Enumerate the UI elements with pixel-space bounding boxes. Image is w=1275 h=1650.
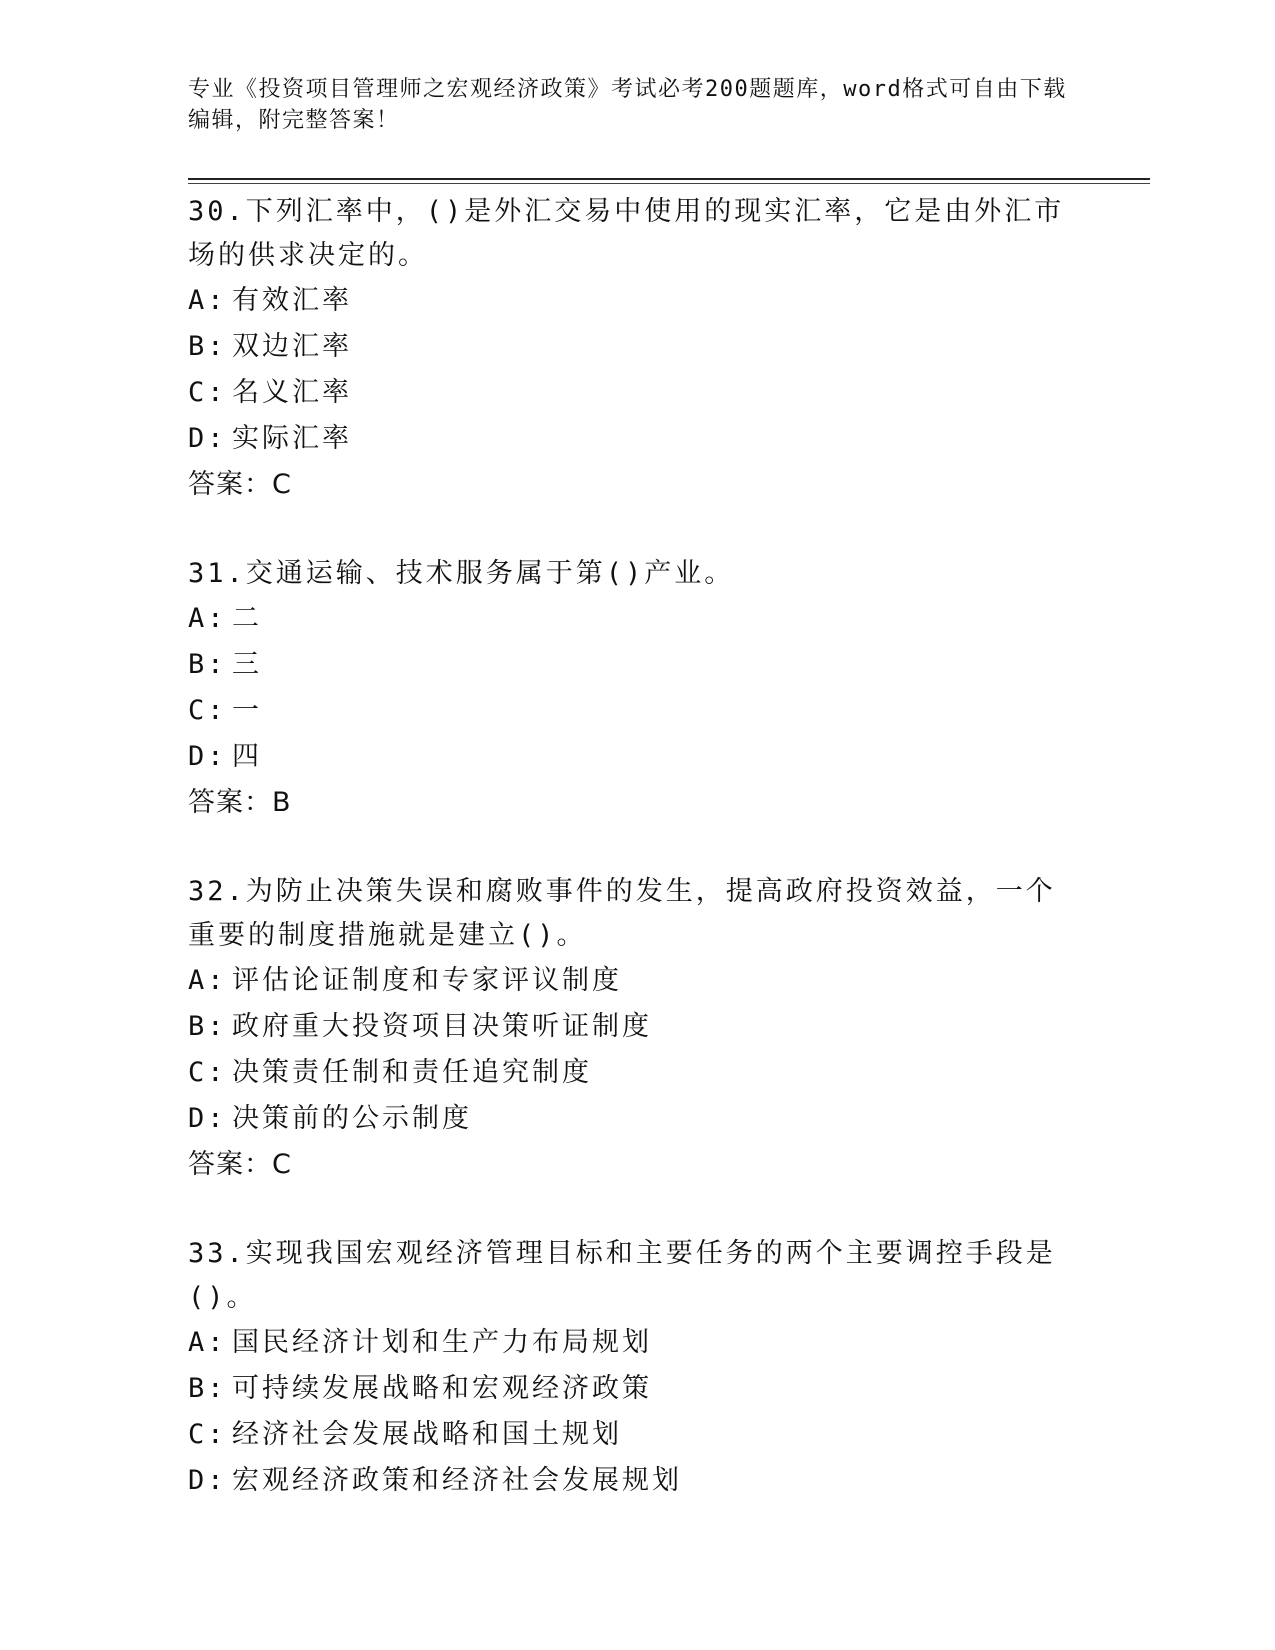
option-c (188, 1050, 1088, 1096)
option-b (188, 324, 1088, 370)
option-b (188, 642, 1088, 688)
option-c (188, 370, 1088, 416)
option-d (188, 1096, 1088, 1142)
option-a (188, 1320, 1088, 1366)
question-stem: 30.下列汇率中，()是外汇交易中使用的现实汇率，它是由外汇市场的供求决定的。 (188, 196, 1065, 271)
option-b (188, 1004, 1088, 1050)
option-text: 可持续发展战略和宏观经济政策 (232, 1373, 652, 1404)
option-letter: D: (188, 741, 227, 772)
option-letter: A: (188, 285, 227, 316)
option-letter: D: (188, 423, 227, 454)
option-letter: C: (188, 1419, 227, 1450)
answer-line: 答案：C (188, 469, 292, 500)
option-text: 决策责任制和责任追究制度 (232, 1057, 592, 1088)
option-text: 实际汇率 (232, 423, 352, 454)
option-letter: B: (188, 649, 227, 680)
option-a (188, 278, 1088, 324)
option-letter: C: (188, 1057, 227, 1088)
question-31 (188, 552, 1088, 826)
option-letter: A: (188, 1327, 227, 1358)
option-text: 一 (232, 695, 262, 726)
option-c (188, 1412, 1088, 1458)
option-letter: A: (188, 965, 227, 996)
option-letter: A: (188, 603, 227, 634)
option-text: 经济社会发展战略和国土规划 (232, 1419, 622, 1450)
question-stem: 32.为防止决策失误和腐败事件的发生，提高政府投资效益，一个重要的制度措施就是建立()。 (188, 876, 1056, 951)
option-text: 二 (232, 603, 262, 634)
header-divider-thin (188, 183, 1150, 184)
option-text: 有效汇率 (232, 285, 352, 316)
option-letter: B: (188, 331, 227, 362)
option-letter: D: (188, 1465, 227, 1496)
question-stem: 33.实现我国宏观经济管理目标和主要任务的两个主要调控手段是()。 (188, 1238, 1056, 1313)
question-list (188, 190, 1088, 1548)
question-30 (188, 190, 1088, 508)
option-letter: C: (188, 695, 227, 726)
answer-line: 答案：C (188, 1149, 292, 1180)
option-letter: B: (188, 1011, 227, 1042)
option-d (188, 416, 1088, 462)
option-d (188, 1458, 1088, 1504)
option-text: 三 (232, 649, 262, 680)
option-letter: B: (188, 1373, 227, 1404)
option-letter: C: (188, 377, 227, 408)
option-text: 宏观经济政策和经济社会发展规划 (232, 1465, 682, 1496)
option-a (188, 596, 1088, 642)
option-d (188, 734, 1088, 780)
option-text: 名义汇率 (232, 377, 352, 408)
option-text: 国民经济计划和生产力布局规划 (232, 1327, 652, 1358)
option-text: 决策前的公示制度 (232, 1103, 472, 1134)
option-b (188, 1366, 1088, 1412)
option-text: 四 (232, 741, 262, 772)
option-text: 评估论证制度和专家评议制度 (232, 965, 622, 996)
option-letter: D: (188, 1103, 227, 1134)
question-stem: 31.交通运输、技术服务属于第()产业。 (188, 558, 735, 589)
option-text: 政府重大投资项目决策听证制度 (232, 1011, 652, 1042)
document-header: 专业《投资项目管理师之宏观经济政策》考试必考200题题库，word格式可自由下载编辑，附完整答案！ (188, 77, 1067, 133)
answer-line: 答案：B (188, 787, 292, 818)
header-divider-thick (188, 178, 1150, 180)
option-c (188, 688, 1088, 734)
question-33 (188, 1232, 1088, 1504)
option-a (188, 958, 1088, 1004)
question-32 (188, 870, 1088, 1188)
option-text: 双边汇率 (232, 331, 352, 362)
